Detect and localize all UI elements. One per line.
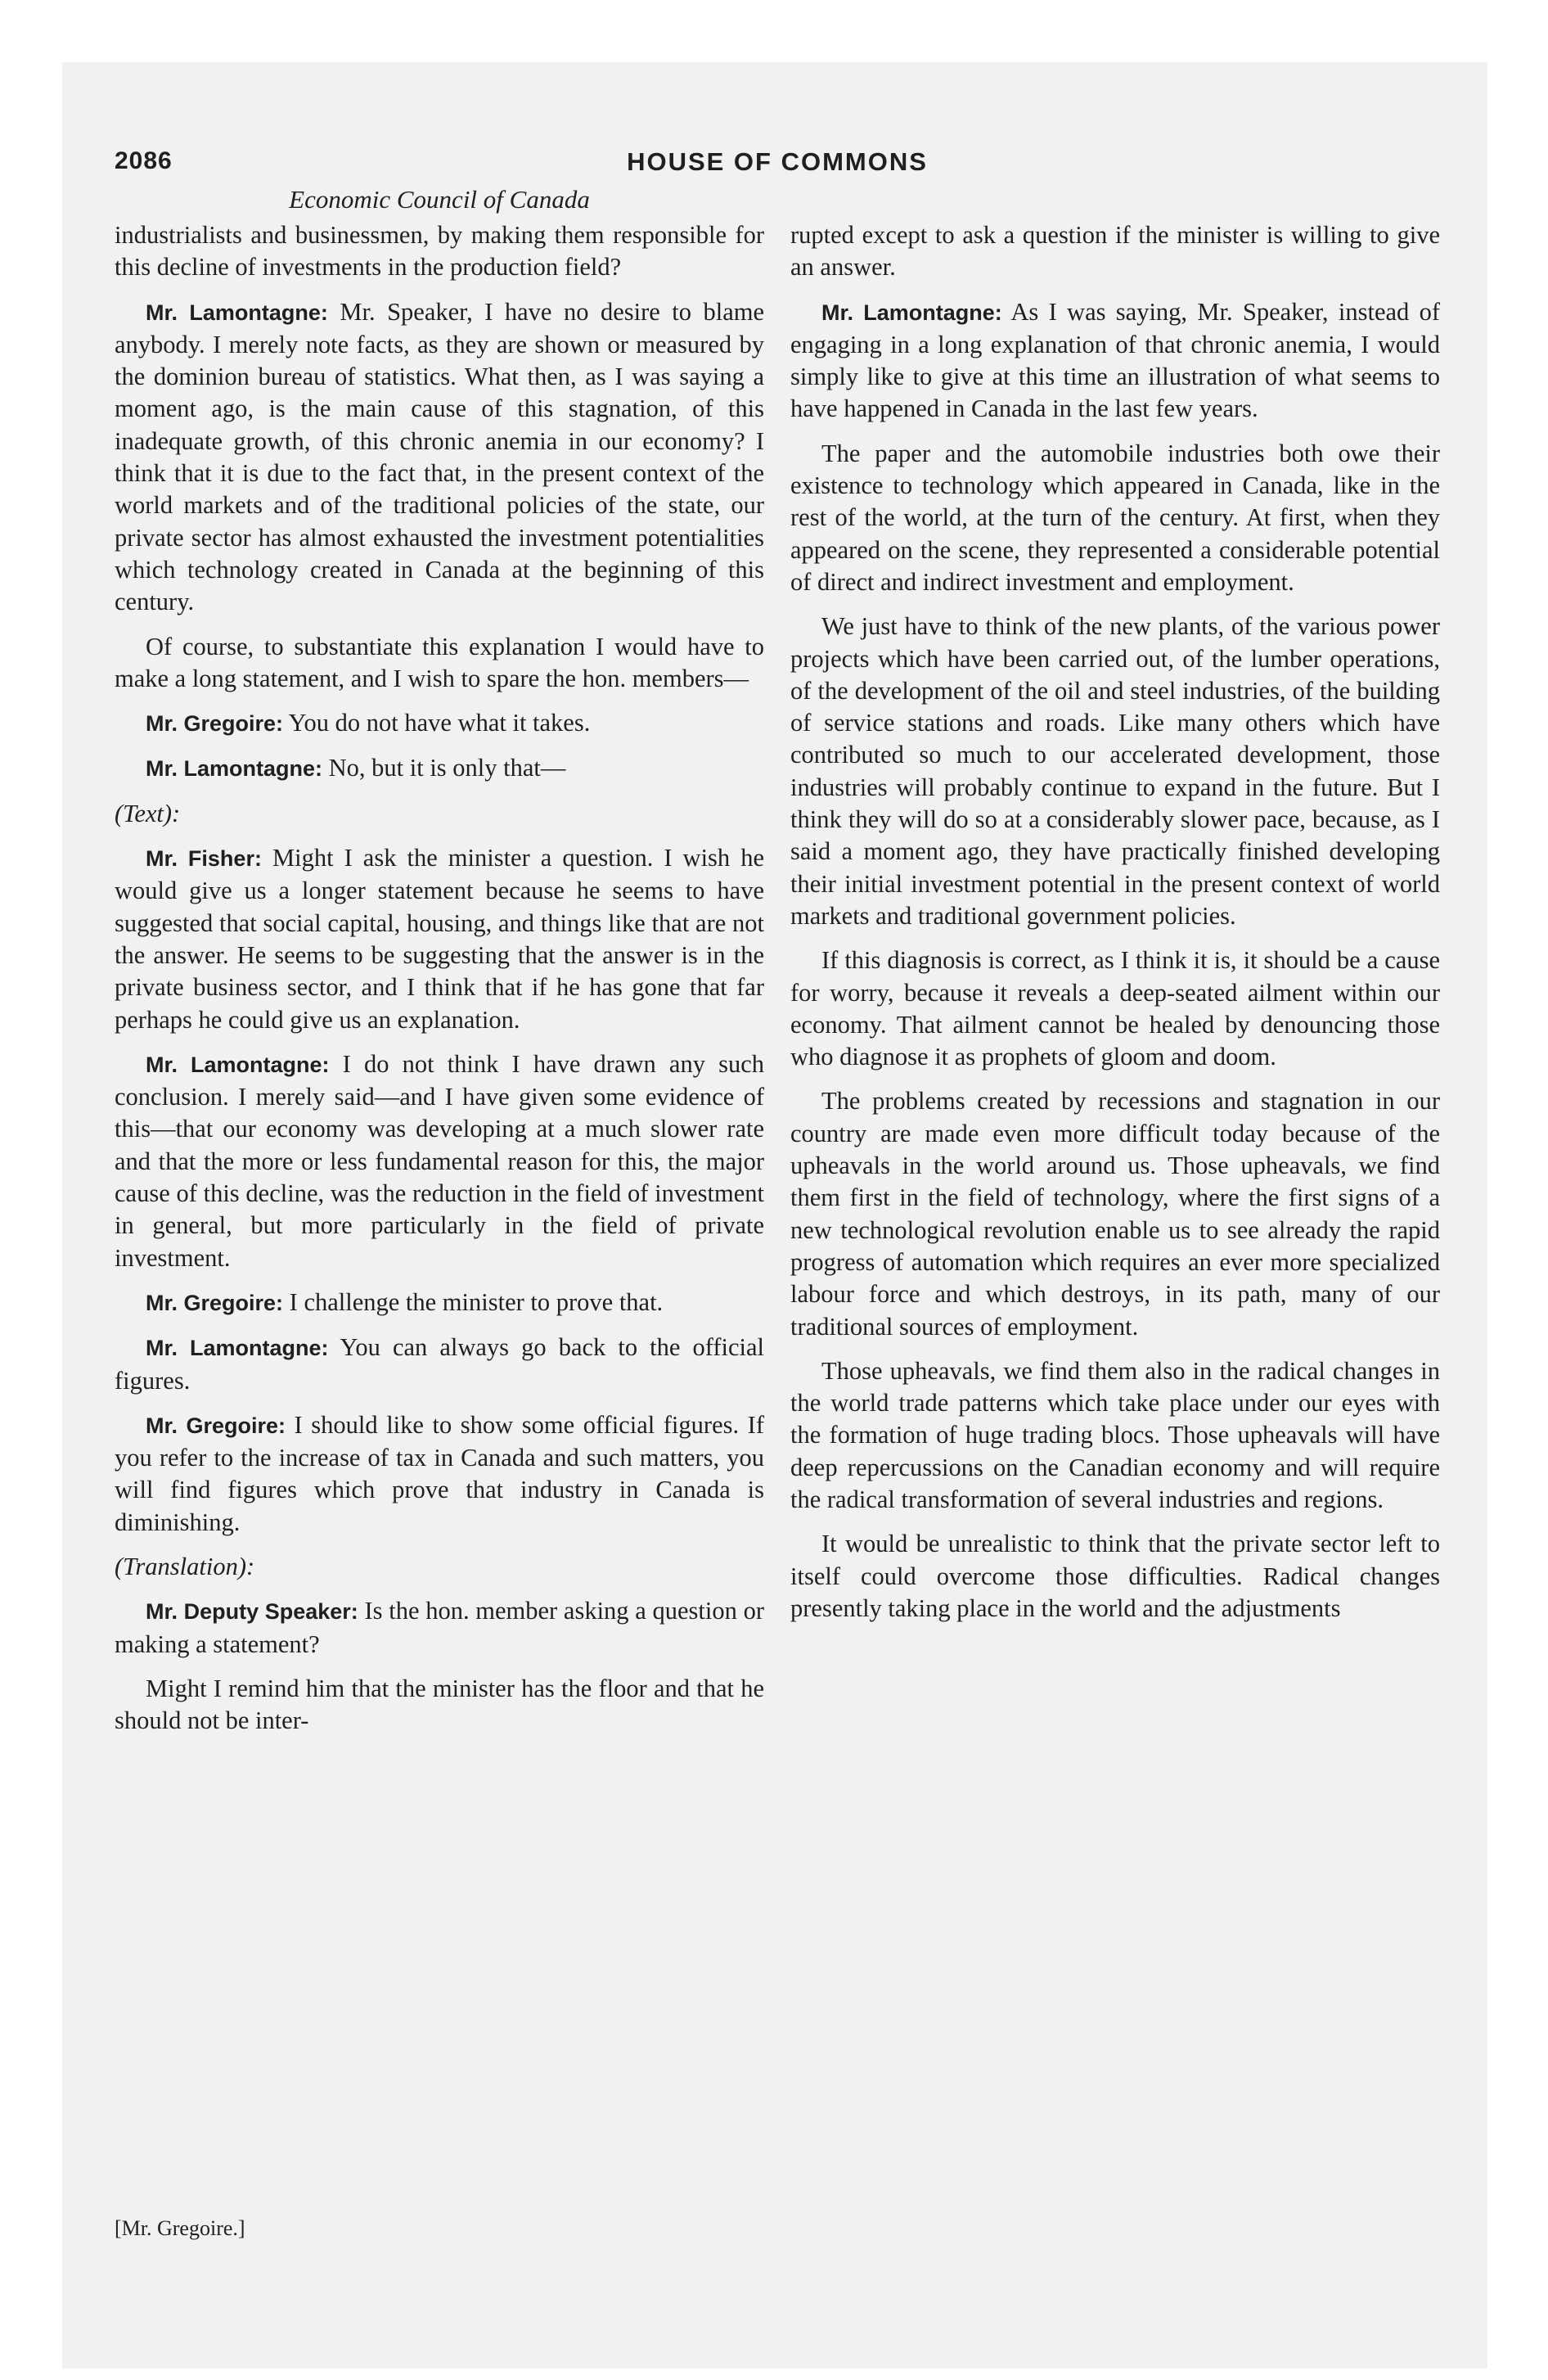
speaker-name: Mr. Fisher: — [146, 846, 262, 872]
paragraph: The paper and the automobile industries both owe their existence to technology which appeared in Canada, like in the rest of the world, at the turn of the century. At first, when they appeared on the scene, they represented a considerable potential of direct and indirect investment and employment. — [790, 439, 1440, 596]
speaker-name: Mr. Lamontagne: — [146, 1336, 329, 1361]
speaker-name: Mr. Lamontagne: — [146, 300, 328, 325]
speech-text: I challenge the minister to prove that. — [283, 1287, 664, 1316]
left-column — [115, 219, 764, 1749]
speaker-name: Mr. Gregoire: — [146, 1290, 284, 1315]
speech — [115, 707, 764, 740]
speaker-name: Mr. Lamontagne: — [146, 1052, 330, 1077]
speech — [115, 1287, 764, 1319]
speech-text: Is the hon. member asking a question or making a statement? — [115, 1597, 764, 1658]
right-column — [790, 219, 1440, 1637]
language-note: (Translation): — [115, 1552, 255, 1580]
speech — [115, 842, 764, 1036]
language-note: (Text): — [115, 799, 181, 827]
speaker-name: Mr. Gregoire: — [146, 1413, 286, 1438]
speaker-footer-tag: [Mr. Gregoire.] — [115, 2216, 245, 2240]
speech-text: Mr. Speaker, I have no desire to blame anybody. I merely note facts, as they are shown or measured by the dominion bureau of statistics. What then, as I was saying a moment ago, is the main cause of this stagnation, of this inadequate growth, of this chronic anemia in our economy? I think that it is due to the fact that, in the present context of the world markets and of the traditional policies of the state, our private sector has almost exhausted the investment potentialities which technology created in Canada at the beginning of this century. — [115, 297, 765, 616]
speaker-name: Mr. Gregoire: — [146, 711, 284, 737]
speech — [115, 1409, 764, 1539]
speech — [115, 296, 764, 619]
speech-text: No, but it is only that— — [322, 754, 566, 782]
paragraph: It would be unrealistic to think that the private sector left to itself could overcome those difficulties. Radical changes presently taking place in the world and the adjustments — [790, 1530, 1440, 1622]
running-title: HOUSE OF COMMONS — [627, 147, 928, 176]
paragraph: Of course, to substantiate this explanation I would have to make a long statement, and I wish to spare the hon. members— — [115, 632, 764, 692]
speech-text: I do not think I have drawn any such conclusion. I merely said—and I have given some evidence of this—that our economy was developing at a much slower rate and that the more or less fundamental reason for this, the major cause of this decline, was the reduction in the field of investment in general, but more particularly in the field of private investment. — [115, 1049, 764, 1272]
speaker-name: Mr. Lamontagne: — [146, 756, 323, 782]
paragraph: We just have to think of the new plants, of the various power projects which have been carried out, of the lumber operations, of the development of the oil and steel industries, of the building of service stations and roads. Like many others which have contributed so much to our accelerated development, those industries will probably continue to expand in the future. But I think they will do so at a considerably slower pace, because, as I said a moment ago, they have practically finished developing their initial investment potential in the present context of world markets and traditional government policies. — [790, 612, 1440, 930]
speech — [115, 1595, 764, 1661]
speech — [115, 1048, 764, 1274]
speech-text: Might I ask the minister a question. I wish he would give us a longer statement because he seems to have suggested that social capital, housing, and things like that are not the answer. He seems to be suggesting that the answer is in the private business sector, and I think that if he has gone that far perhaps he could give us an explanation. — [115, 844, 765, 1034]
speech — [115, 1332, 764, 1397]
speech-text: As I was saying, Mr. Speaker, instead of engaging in a long explanation of that chronic anemia, I would simply like to give at this time an illustration of what seems to have happened in Canada in the last few years. — [790, 297, 1440, 423]
paragraph: The problems created by recessions and stagnation in our country are made even more difficult today because of the upheavals in the world around us. Those upheavals, we find them first in the field of technology, where the first signs of a new technological revolution enable us to see already the rapid progress of automation which requires an ever more specialized labour force and which destroys, in its path, many of our traditional sources of employment. — [790, 1087, 1440, 1341]
section-subheading: Economic Council of Canada — [289, 185, 590, 214]
speaker-name: Mr. Lamontagne: — [821, 300, 1002, 325]
speech-text: I should like to show some official figures. If you refer to the increase of tax in Canada and such matters, you will find figures which prove that industry in Canada is diminishing. — [115, 1410, 764, 1536]
speech-text: You can always go back to the official figures. — [115, 1333, 764, 1395]
paragraph: rupted except to ask a question if the minister is willing to give an answer. — [790, 221, 1440, 282]
paragraph: Might I remind him that the minister has the floor and that he should not be inter- — [115, 1674, 764, 1735]
paragraph: Those upheavals, we find them also in the radical changes in the world trade patterns which take place under our eyes with the formation of huge trading blocs. Those upheavals will have deep repercussions on the Canadian economy and will require the radical transformation of several industries and regions. — [790, 1356, 1440, 1513]
speaker-name: Mr. Deputy Speaker: — [146, 1599, 358, 1625]
page-header — [115, 147, 1440, 187]
page-number: 2086 — [115, 147, 173, 174]
speech — [790, 296, 1440, 426]
paragraph: industrialists and businessmen, by making them responsible for this decline of investments in the production field? — [115, 221, 764, 282]
speech — [115, 752, 764, 785]
paragraph: If this diagnosis is correct, as I think it is, it should be a cause for worry, because it reveals a deep-seated ailment within our economy. That ailment cannot be healed by denouncing those who diagnose it as prophets of gloom and doom. — [790, 946, 1440, 1071]
speech-text: You do not have what it takes. — [283, 709, 591, 737]
